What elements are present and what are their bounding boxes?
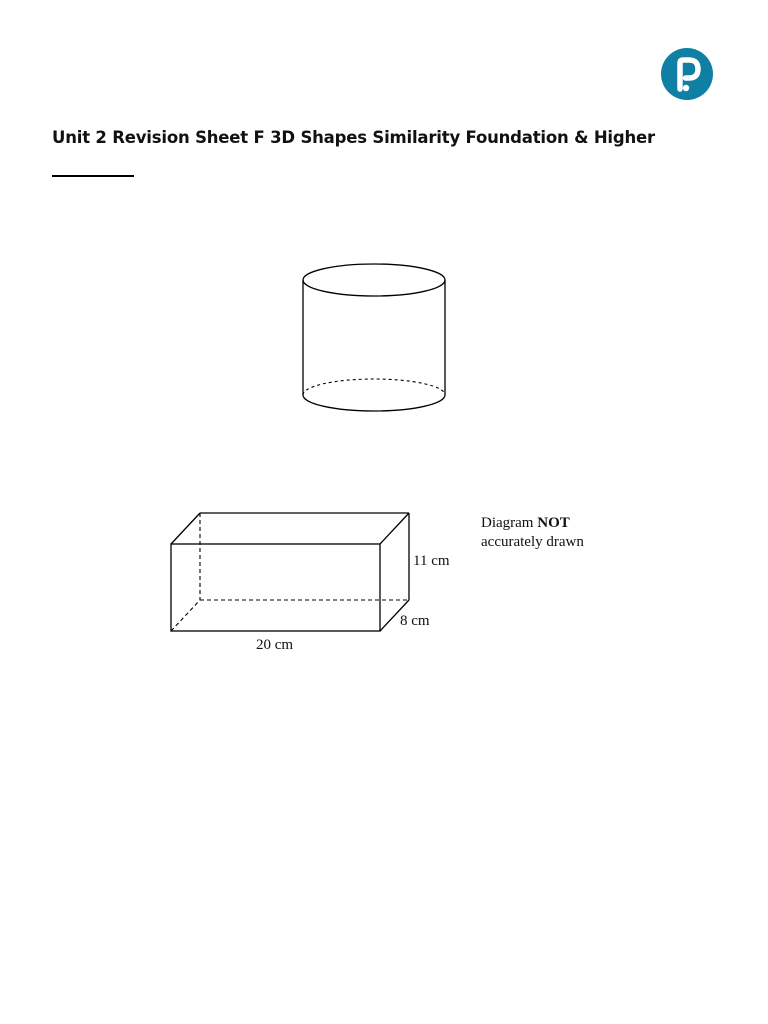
cuboid-hidden-depth-edge: [171, 600, 200, 631]
cuboid-top-right-edge: [380, 513, 409, 544]
cylinder-bottom-front-arc: [303, 395, 445, 411]
diagram-note-prefix: Diagram: [481, 515, 538, 531]
cuboid-depth-label: 8 cm: [400, 613, 430, 629]
page-title: Unit 2 Revision Sheet F 3D Shapes Similarity Foundation & Higher: [52, 128, 655, 147]
cylinder-bottom-hidden-arc: [303, 379, 445, 395]
diagram-note-emphasis: NOT: [537, 515, 570, 531]
diagram-note-line-1: [481, 514, 584, 533]
cuboid-diagram: [160, 505, 460, 665]
title-underline: [52, 175, 134, 177]
cylinder-diagram: [296, 260, 452, 420]
diagram-note: [481, 514, 584, 552]
cuboid-height-label: 11 cm: [413, 553, 450, 569]
cylinder-top-ellipse: [303, 264, 445, 296]
cuboid-front-face: [171, 544, 380, 631]
pearson-logo-icon: [661, 48, 713, 100]
diagram-note-line-2: accurately drawn: [481, 534, 584, 550]
cuboid-top-left-edge: [171, 513, 200, 544]
cuboid-length-label: 20 cm: [256, 637, 294, 653]
